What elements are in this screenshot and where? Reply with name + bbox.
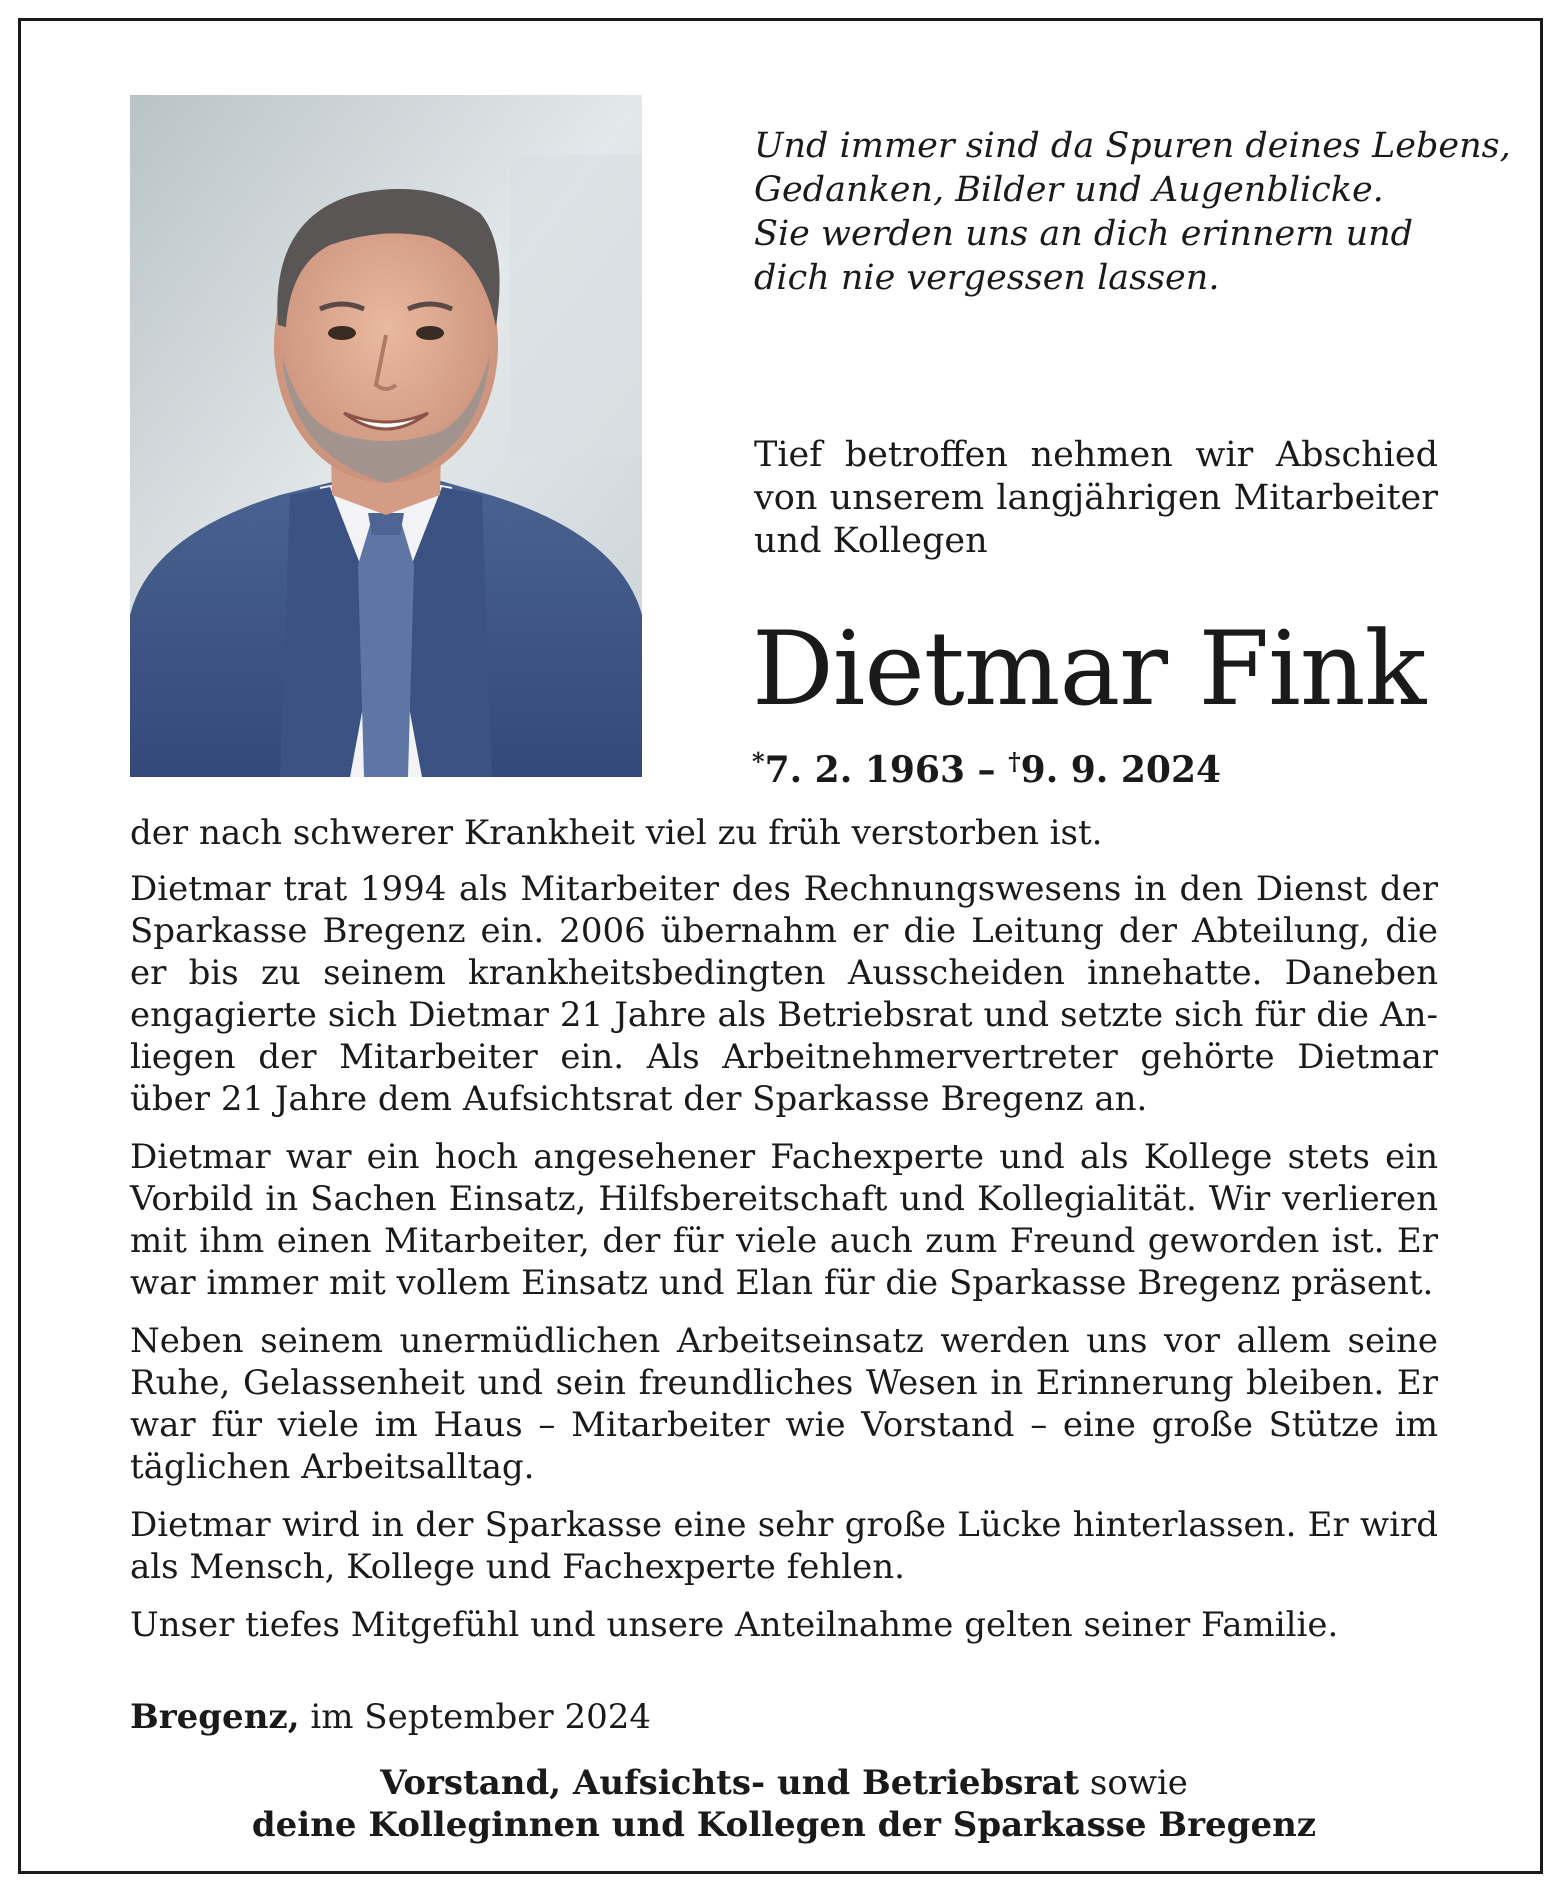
intro-text: Tief betroffen nehmen wir Abschied von unserem langjährigen Mitarbeiter und Kollegen [754,435,1438,561]
poem-line: Gedanken, Bilder und Augenblicke. [754,170,1384,210]
deceased-name: Dietmar Fink [752,610,1426,729]
place-date: im September 2024 [299,1697,651,1737]
signoff-line-2 [130,1804,1438,1846]
body-paragraph: der nach schwerer Krankheit viel zu früh verstorben ist. [130,813,1103,853]
body-paragraph: Dietmar war ein hoch angesehener Fachexperte und als Kollege stets ein Vorbild in Sachen Einsatz, Hilfsbereitschaft und Kollegialität. Wir verlieren mit ihm einen Mitarbeiter, der für viele auch zum Freund geworden ist. Er war immer mit vollem Einsatz und Elan für die Sparkasse Bregenz präsent. [130,1137,1438,1303]
signoff-line-1-bold: Vorstand, Aufsichts- und Betriebsrat [380,1763,1080,1803]
date-separator: – [965,749,1009,791]
portrait-photo [130,95,642,777]
right-eye [416,326,444,340]
place-city: Bregenz, [130,1697,300,1737]
body-paragraph: Neben seinem unermüdlichen Arbeitseinsatz werden uns vor allem seine Ruhe, Gelassenheit und sein freundliches Wesen in Erinnerung bleiben. Er war für viele im Haus – Mitarbeiter wie Vorstand – eine große Stütze im täglichen Arbeitsalltag. [130,1321,1438,1487]
photo-window-blur [510,155,642,455]
poem-line: Sie werden uns an dich erinnern und [754,214,1414,254]
signoff-line-2-bold: deine Kolleginnen und Kollegen der Sparkasse Bregenz [251,1805,1317,1845]
portrait-illustration [130,95,642,777]
poem-line: Und immer sind da Spuren deines Lebens, [754,126,1511,166]
birth-symbol: * [752,747,765,776]
left-eye [328,326,356,340]
life-dates [752,740,1221,792]
memorial-poem [754,124,1511,300]
death-date: 9. 9. 2024 [1020,749,1222,791]
poem-line: dich nie vergessen lassen. [754,258,1220,298]
obituary-body [130,812,1438,1662]
body-paragraph: Unser tiefes Mitgefühl und unsere Anteilnahme gelten seiner Familie. [130,1605,1339,1645]
tie-knot [368,513,404,535]
tie [358,525,414,777]
birth-date: 7. 2. 1963 [764,749,965,791]
body-paragraph: Dietmar trat 1994 als Mitarbeiter des Rechnungswesens in den Dienst der Sparkasse Bregenz ein. 2006 übernahm er die Leitung der Abteilung, die er bis zu seinem krankheitsbedingten Ausscheiden innehatte. Daneben engagierte sich Dietmar 21 Jahre als Betriebsrat und setzte sich für die Anliegen der Mitarbeiter ein. Als Arbeitnehmervertreter gehörte Dietmar über 21 Jahre dem Aufsichtsrat der Sparkasse Bregenz an. [130,869,1438,1119]
death-symbol: † [1008,747,1021,776]
body-paragraph: Dietmar wird in der Sparkasse eine sehr große Lücke hinterlassen. Er wird als Mensch, Kollege und Fachexperte fehlen. [130,1505,1438,1587]
signoff [130,1762,1438,1846]
signoff-line-1 [130,1762,1438,1804]
signoff-line-1-rest: sowie [1079,1763,1188,1803]
place-and-date [130,1696,651,1738]
